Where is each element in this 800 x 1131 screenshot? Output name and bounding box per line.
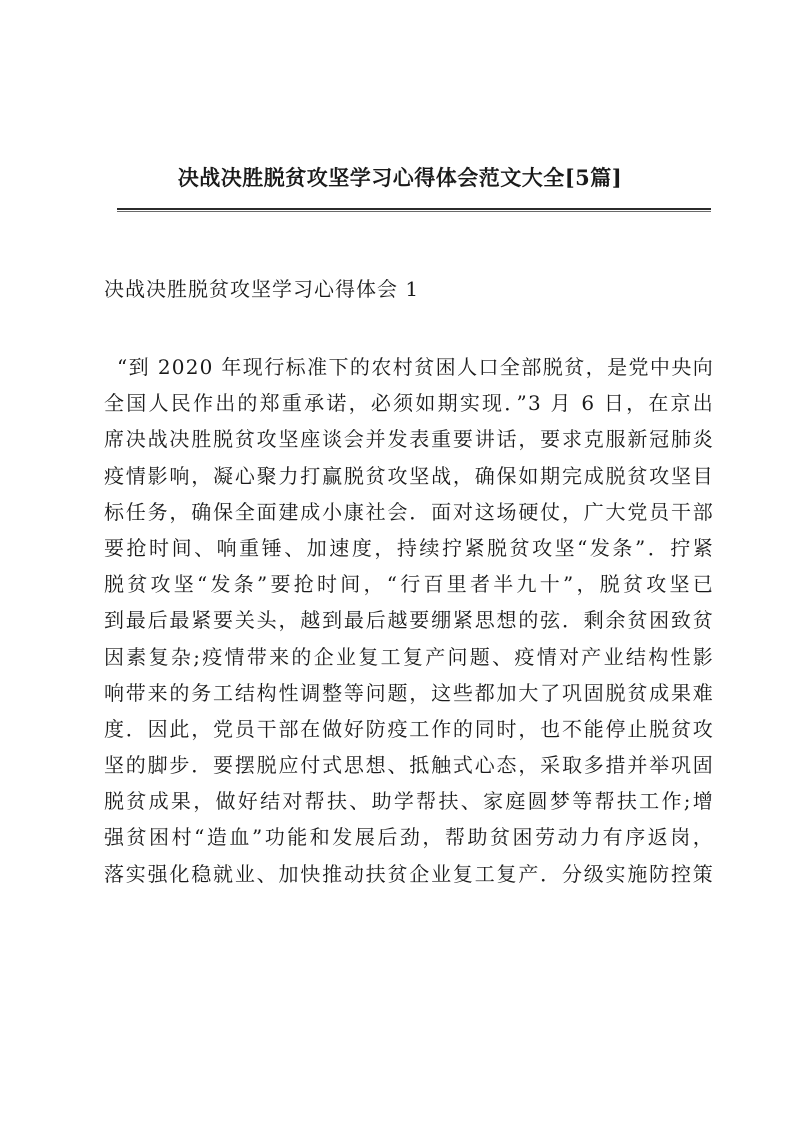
paragraph-line: 度．因此，党员干部在做好防疫工作的同时，也不能停止脱贫攻 [104, 716, 714, 741]
paragraph-line: 响带来的务工结构性调整等问题，这些都加大了巩固脱贫成果难 [104, 680, 714, 705]
paragraph-line: 坚的脚步．要摆脱应付式思想、抵触式心态，采取多措并举巩固 [104, 753, 714, 778]
paragraph-line: 因素复杂;疫情带来的企业复工复产问题、疫情对产业结构性影 [104, 644, 714, 669]
title-underline-divider [117, 208, 711, 212]
paragraph-line: 脱贫成果，做好结对帮扶、助学帮扶、家庭圆梦等帮扶工作;增 [104, 789, 714, 814]
section-heading: 决战决胜脱贫攻坚学习心得体会 1 [104, 277, 420, 301]
paragraph-line: 席决战决胜脱贫攻坚座谈会并发表重要讲话，要求克服新冠肺炎 [104, 427, 714, 452]
paragraph-line: 标任务，确保全面建成小康社会．面对这场硬仗，广大党员干部 [104, 499, 714, 524]
paragraph-line: 疫情影响，凝心聚力打赢脱贫攻坚战，确保如期完成脱贫攻坚目 [104, 463, 714, 488]
document-title: 决战决胜脱贫攻坚学习心得体会范文大全[5篇] [177, 165, 623, 190]
paragraph-line: 落实强化稳就业、加快推动扶贫企业复工复产．分级实施防控策 [104, 861, 714, 886]
paragraph-line: 全国人民作出的郑重承诺，必须如期实现．”3 月 6 日，在京出 [104, 391, 714, 416]
paragraph-line: 强贫困村“造血”功能和发展后劲，帮助贫困劳动力有序返岗， [104, 825, 714, 850]
body-paragraph [104, 349, 714, 892]
paragraph-line: 要抢时间、响重锤、加速度，持续拧紧脱贫攻坚“发条”．拧紧 [104, 535, 714, 560]
paragraph-line: “到 2020 年现行标准下的农村贫困人口全部脱贫，是党中央向 [117, 355, 714, 379]
paragraph-line: 脱贫攻坚“发条”要抢时间，“行百里者半九十”，脱贫攻坚已 [104, 572, 714, 597]
paragraph-line: 到最后最紧要关头，越到最后越要绷紧思想的弦．剩余贫困致贫 [104, 608, 714, 633]
